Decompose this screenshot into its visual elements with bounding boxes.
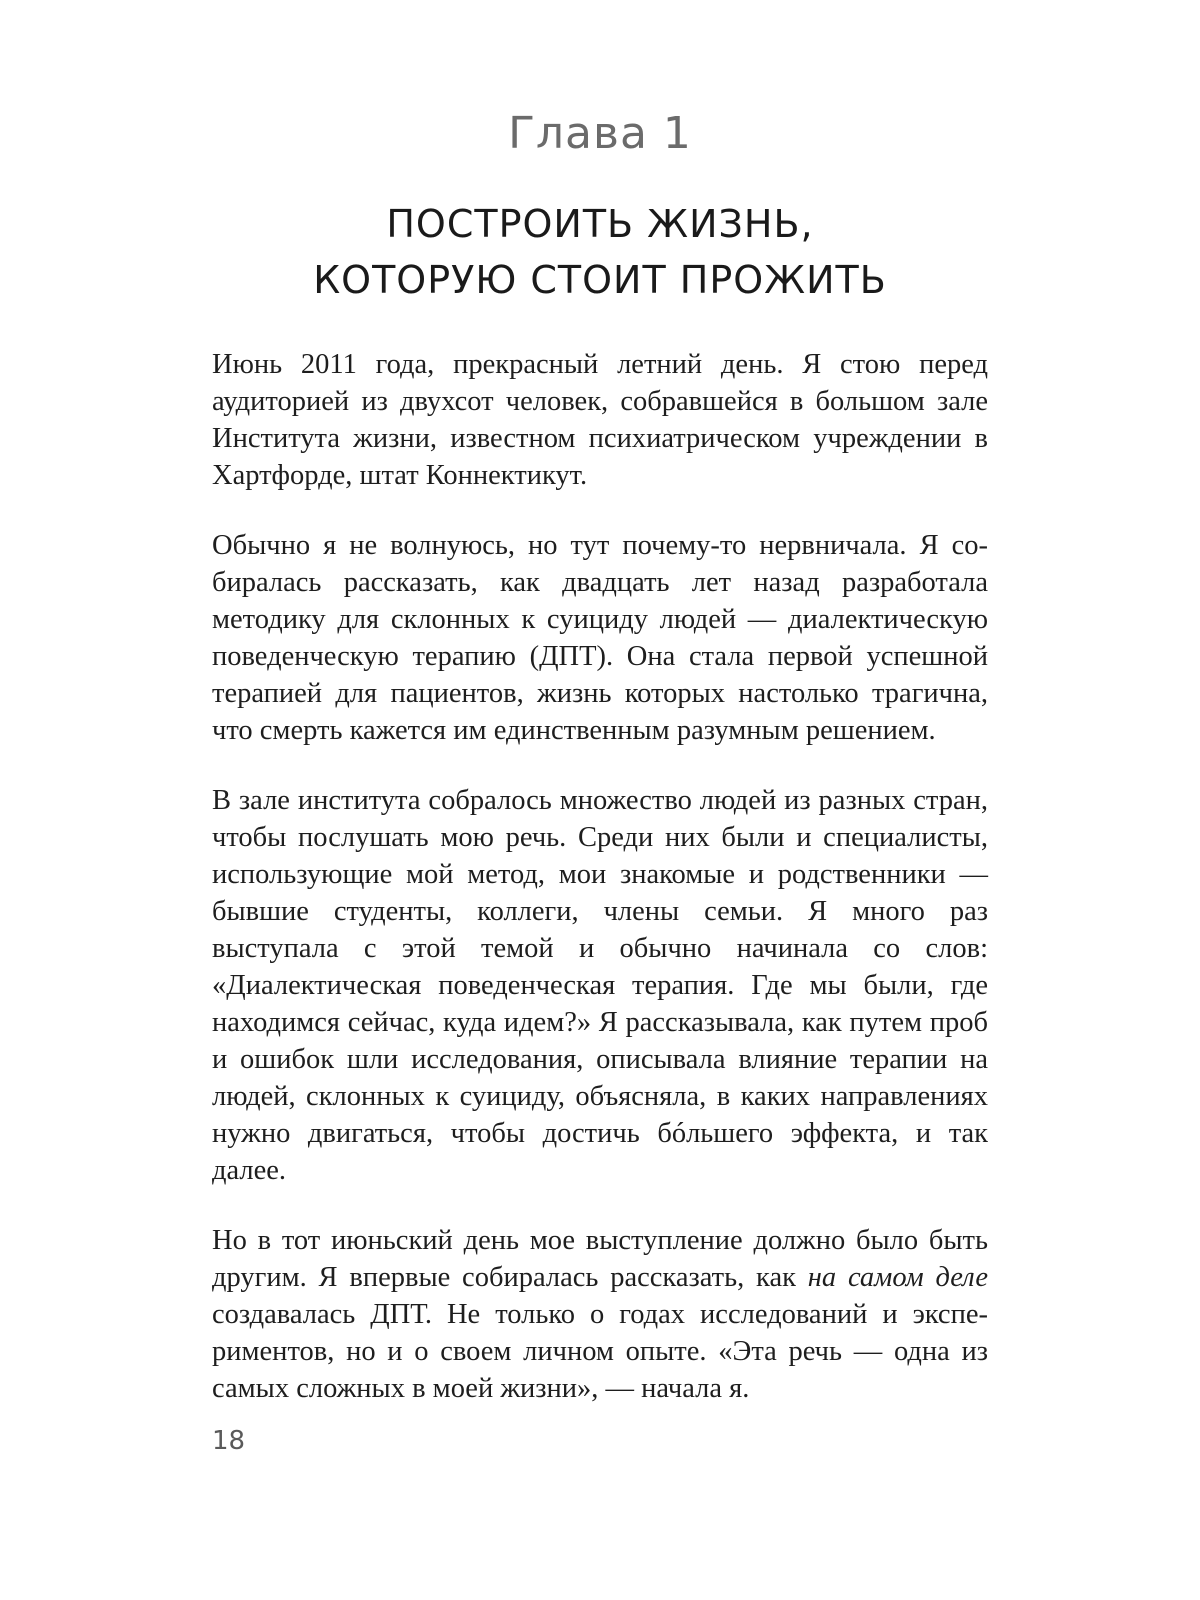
chapter-title-line-1: ПОСТРОИТЬ ЖИЗНЬ, [386,202,814,246]
paragraph-4-emphasis: на самом деле [807,1262,988,1293]
body-text [212,346,988,1407]
paragraph-4-text-after: создавалась ДПТ. Не только о годах исследований и экспериментов, но и о своем личном опыте. «Эта речь — одна из самых сложных в моей жизни», — начала я. [212,1299,988,1404]
chapter-title [0,196,1200,308]
chapter-label: Глава 1 [508,108,692,159]
paragraph-1: Июнь 2011 года, прекрасный летний день. Я стою перед аудиторией из двухсот человек, собравшейся в большом зале Института жизни, известном психиатрическом учреждении в Хартфорде, штат Коннектикут. [212,349,988,491]
paragraph-3: В зале института собралось множество людей из разных стран, чтобы послушать мою речь. Среди них были и специалисты, использующие мой метод, мои знакомые и родственники — бывшие студенты, коллеги, члены семьи. Я много раз выступала с этой темой и обычно начинала со слов: «Диалектическая поведенческая терапия. Где мы были, где находимся сейчас, куда идем?» Я рассказывала, как путем проб и ошибок шли исследования, описывала влияние терапии на людей, склонных к суициду, объясняла, в каких направлениях нужно двигаться, чтобы достичь бóльшего эффекта, и так далее. [212,785,988,1186]
paragraph-2: Обычно я не волнуюсь, но тут почему-то нервничала. Я собиралась рассказать, как двадцать лет назад разработала методику для склонных к суициду людей — диалектическую поведенческую терапию (ДПТ). Она стала первой успешной терапией для пациентов, жизнь которых настолько трагична, что смерть кажется им единственным разумным решением. [212,530,988,746]
paragraph-4 [212,1222,988,1407]
chapter-title-line-2: КОТОРУЮ СТОИТ ПРОЖИТЬ [313,258,887,302]
page-number: 18 [212,1426,246,1456]
paragraph-4-text-before: Но в тот июньский день мое выступление должно было быть другим. Я впервые собиралась рассказать, как [212,1225,988,1293]
